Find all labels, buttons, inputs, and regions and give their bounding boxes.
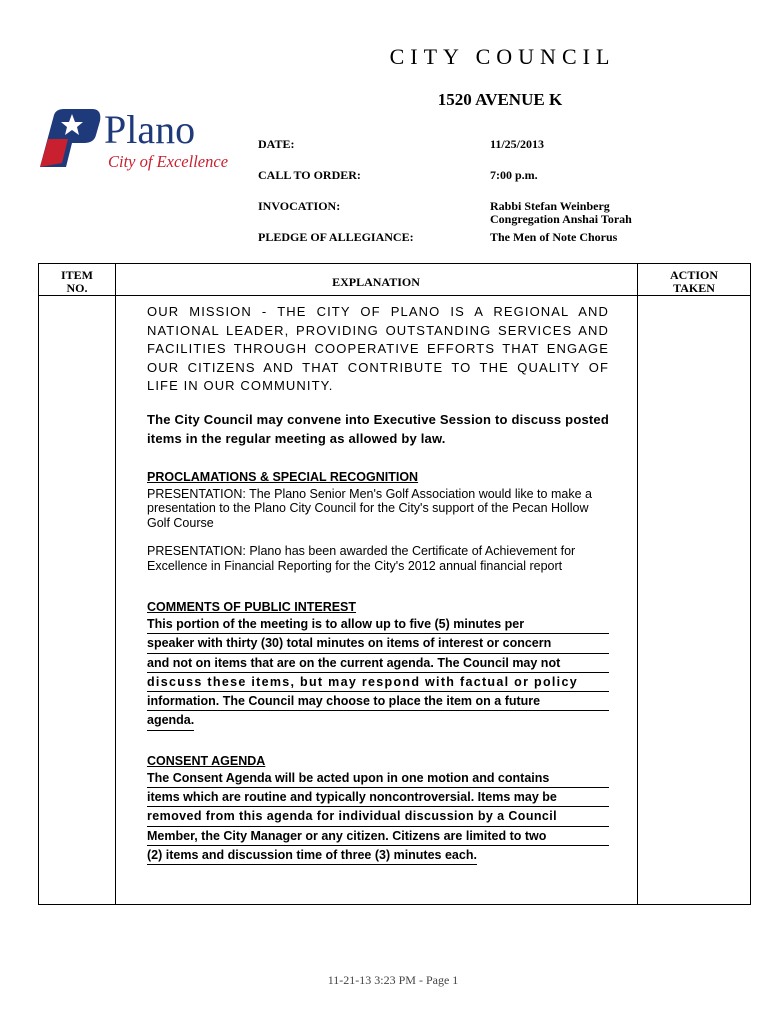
mission-statement: OUR MISSION - THE CITY OF PLANO IS A REGIONAL AND NATIONAL LEADER, PROVIDING OUTSTANDING SERVICES AND FACILITIES THROUGH COOPERATIVE EFFORTS THAT ENGAGE OUR CITIZENS AND THAT CONTRIBUTE TO THE QUALITY OF LIFE IN OUR COMMUNITY. bbox=[147, 304, 609, 393]
presentation-golf: PRESENTATION: The Plano Senior Men's Golf Association would like to make a presentation to the Plano City Council for the City's support of the Pecan Hollow Golf Course bbox=[147, 486, 592, 530]
pledge-value: The Men of Note Chorus bbox=[490, 230, 618, 244]
invocation-value-name: Rabbi Stefan Weinberg bbox=[490, 199, 610, 213]
date-label: DATE: bbox=[258, 137, 295, 151]
presentation-financial: PRESENTATION: Plano has been awarded the Certificate of Achievement for Excellence in Financial Reporting for the City's 2012 annual financial report bbox=[147, 544, 576, 573]
invocation-value-congregation: Congregation Anshai Torah bbox=[490, 212, 632, 226]
public-comments-line: discuss these items, but may respond with factual or policy bbox=[147, 673, 609, 692]
column-divider-item bbox=[115, 264, 116, 904]
invocation-label: INVOCATION: bbox=[258, 199, 341, 213]
public-comments-line: agenda. bbox=[147, 711, 194, 730]
column-header-action-line2: TAKEN bbox=[673, 281, 715, 295]
executive-session-note: The City Council may convene into Executive Session to discuss posted items in the regular meeting as allowed by law. bbox=[147, 411, 609, 446]
public-comments-line: and not on items that are on the current agenda. The Council may not bbox=[147, 654, 609, 673]
logo-tagline: City of Excellence bbox=[108, 152, 229, 171]
column-header-action bbox=[637, 269, 751, 295]
pledge-label: PLEDGE OF ALLEGIANCE: bbox=[258, 230, 414, 244]
public-comments-heading: COMMENTS OF PUBLIC INTEREST bbox=[147, 600, 357, 614]
column-divider-action bbox=[637, 264, 638, 904]
address-subtitle: 1520 AVENUE K bbox=[437, 90, 563, 109]
logo-name: Plano bbox=[104, 107, 196, 152]
plano-logo bbox=[38, 105, 238, 175]
date-value: 11/25/2013 bbox=[490, 137, 545, 151]
header-divider bbox=[39, 295, 750, 296]
proclamations-heading: PROCLAMATIONS & SPECIAL RECOGNITION bbox=[147, 469, 419, 484]
public-comments-line: speaker with thirty (30) total minutes on items of interest or concern bbox=[147, 634, 609, 653]
consent-agenda-line: The Consent Agenda will be acted upon in one motion and contains bbox=[147, 769, 609, 788]
consent-agenda-text bbox=[147, 769, 609, 865]
public-comments-text bbox=[147, 615, 609, 731]
call-to-order-label: CALL TO ORDER: bbox=[258, 168, 361, 182]
page-title: CITY COUNCIL bbox=[389, 44, 616, 69]
explanation-content bbox=[147, 303, 609, 865]
consent-agenda-heading: CONSENT AGENDA bbox=[147, 753, 266, 768]
page-footer: 11-21-13 3:23 PM - Page 1 bbox=[327, 973, 459, 987]
column-header-action-line1: ACTION bbox=[669, 268, 718, 282]
public-comments-line: This portion of the meeting is to allow up to five (5) minutes per bbox=[147, 615, 609, 634]
consent-agenda-line: (2) items and discussion time of three (3) minutes each. bbox=[147, 846, 477, 865]
call-to-order-value: 7:00 p.m. bbox=[490, 168, 538, 182]
column-header-item bbox=[39, 269, 115, 295]
public-comments-line: information. The Council may choose to place the item on a future bbox=[147, 692, 609, 711]
column-header-explanation: EXPLANATION bbox=[332, 275, 420, 289]
column-header-item-line1: ITEM bbox=[60, 268, 93, 282]
column-header-item-line2: NO. bbox=[66, 281, 88, 295]
consent-agenda-line: items which are routine and typically noncontroversial. Items may be bbox=[147, 788, 609, 807]
consent-agenda-line: removed from this agenda for individual discussion by a Council bbox=[147, 807, 609, 826]
consent-agenda-line: Member, the City Manager or any citizen. Citizens are limited to two bbox=[147, 827, 609, 846]
plano-star-logo-icon bbox=[38, 105, 238, 175]
